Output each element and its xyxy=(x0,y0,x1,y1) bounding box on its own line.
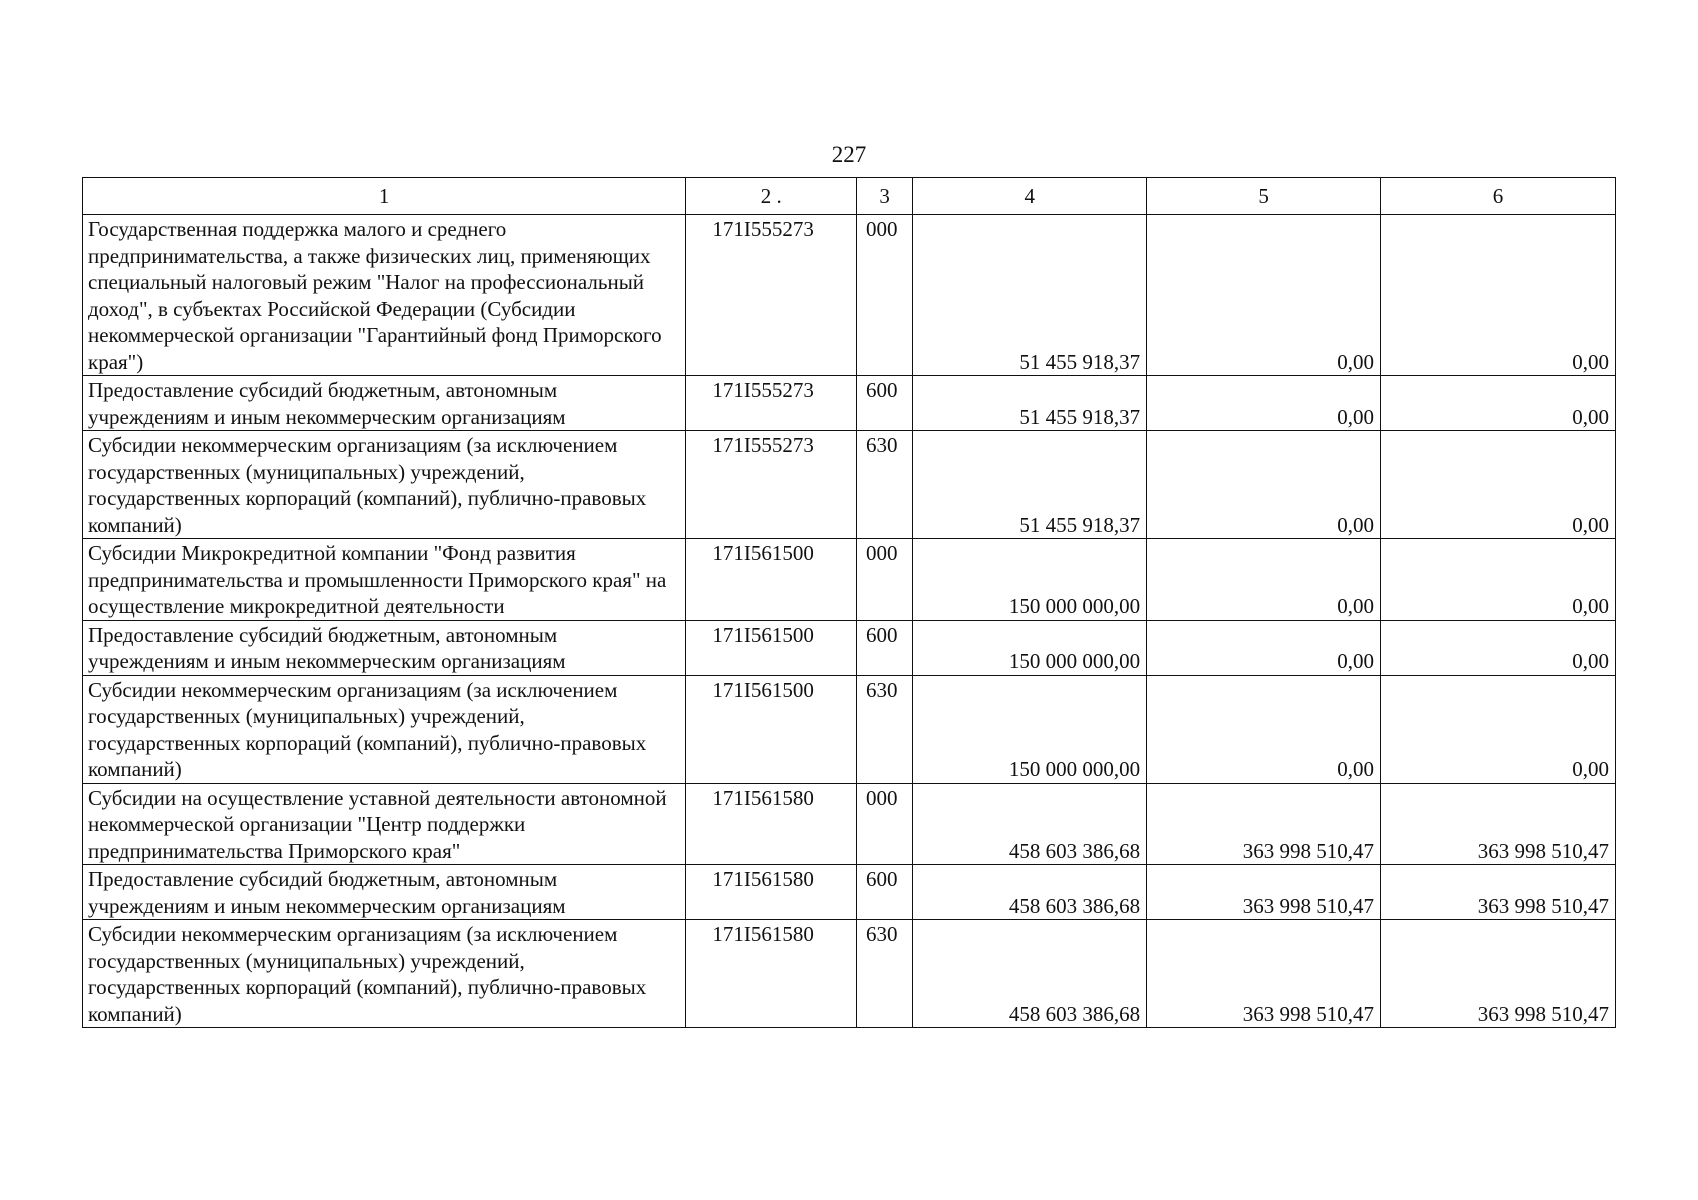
row-type: 600 xyxy=(857,376,913,431)
row-amount-5: 0,00 xyxy=(1147,620,1381,675)
row-amount-4: 150 000 000,00 xyxy=(913,539,1147,621)
row-code: 171I561500 xyxy=(686,620,857,675)
row-name: Предоставление субсидий бюджетным, автономным учреждениям и иным некоммерческим организациям xyxy=(83,376,686,431)
row-amount-6: 0,00 xyxy=(1381,675,1616,783)
row-amount-4: 51 455 918,37 xyxy=(913,376,1147,431)
table-row xyxy=(83,431,1616,539)
row-code: 171I561580 xyxy=(686,783,857,865)
row-name: Субсидии некоммерческим организациям (за исключением государственных (муниципальных) учреждений, государственных корпораций (компаний), публично-правовых компаний) xyxy=(83,675,686,783)
row-amount-5: 0,00 xyxy=(1147,675,1381,783)
row-amount-6: 363 998 510,47 xyxy=(1381,865,1616,920)
row-type: 630 xyxy=(857,675,913,783)
row-amount-5: 0,00 xyxy=(1147,539,1381,621)
page-number: 227 xyxy=(831,142,867,167)
row-amount-5: 0,00 xyxy=(1147,376,1381,431)
row-code: 171I555273 xyxy=(686,431,857,539)
column-header-1: 1 xyxy=(83,178,686,215)
column-header-5: 5 xyxy=(1147,178,1381,215)
row-amount-5: 363 998 510,47 xyxy=(1147,865,1381,920)
row-amount-4: 150 000 000,00 xyxy=(913,620,1147,675)
table-row xyxy=(83,620,1616,675)
row-name: Предоставление субсидий бюджетным, автономным учреждениям и иным некоммерческим организациям xyxy=(83,620,686,675)
budget-table xyxy=(82,177,1616,1028)
row-amount-5: 0,00 xyxy=(1147,431,1381,539)
row-name: Государственная поддержка малого и среднего предпринимательства, а также физических лиц, применяющих специальный налоговый режим "Налог на профессиональный доход", в субъектах Российской Федерации (Субсидии некоммерческой организации "Гарантийный фонд Приморского края") xyxy=(83,215,686,376)
row-amount-4: 458 603 386,68 xyxy=(913,865,1147,920)
row-amount-6: 0,00 xyxy=(1381,376,1616,431)
table-row xyxy=(83,215,1616,376)
table-row xyxy=(83,675,1616,783)
table-row xyxy=(83,865,1616,920)
row-name: Субсидии на осуществление уставной деятельности автономной некоммерческой организации "Центр поддержки предпринимательства Приморского края" xyxy=(83,783,686,865)
row-name: Субсидии некоммерческим организациям (за исключением государственных (муниципальных) учреждений, государственных корпораций (компаний), публично-правовых компаний) xyxy=(83,920,686,1028)
row-type: 000 xyxy=(857,783,913,865)
column-header-2: 2 . xyxy=(686,178,857,215)
row-amount-6: 0,00 xyxy=(1381,215,1616,376)
row-code: 171I561500 xyxy=(686,675,857,783)
row-name: Субсидии Микрокредитной компании "Фонд развития предпринимательства и промышленности Приморского края" на осуществление микрокредитной деятельности xyxy=(83,539,686,621)
row-type: 000 xyxy=(857,215,913,376)
column-header-6: 6 xyxy=(1381,178,1616,215)
row-code: 171I561580 xyxy=(686,920,857,1028)
row-code: 171I561500 xyxy=(686,539,857,621)
row-amount-6: 363 998 510,47 xyxy=(1381,920,1616,1028)
row-type: 600 xyxy=(857,865,913,920)
row-amount-5: 363 998 510,47 xyxy=(1147,783,1381,865)
column-header-3: 3 xyxy=(857,178,913,215)
table-row xyxy=(83,783,1616,865)
row-amount-5: 0,00 xyxy=(1147,215,1381,376)
row-type: 630 xyxy=(857,920,913,1028)
column-header-4: 4 xyxy=(913,178,1147,215)
table-row xyxy=(83,920,1616,1028)
table-row xyxy=(83,539,1616,621)
row-amount-4: 51 455 918,37 xyxy=(913,215,1147,376)
row-type: 000 xyxy=(857,539,913,621)
row-code: 171I555273 xyxy=(686,376,857,431)
row-amount-6: 0,00 xyxy=(1381,539,1616,621)
row-amount-6: 0,00 xyxy=(1381,620,1616,675)
table-row xyxy=(83,376,1616,431)
row-type: 630 xyxy=(857,431,913,539)
row-amount-6: 363 998 510,47 xyxy=(1381,783,1616,865)
row-type: 600 xyxy=(857,620,913,675)
row-amount-4: 458 603 386,68 xyxy=(913,783,1147,865)
header-row xyxy=(83,178,1616,215)
row-amount-4: 150 000 000,00 xyxy=(913,675,1147,783)
row-code: 171I561580 xyxy=(686,865,857,920)
row-code: 171I555273 xyxy=(686,215,857,376)
row-amount-4: 51 455 918,37 xyxy=(913,431,1147,539)
row-amount-6: 0,00 xyxy=(1381,431,1616,539)
row-amount-4: 458 603 386,68 xyxy=(913,920,1147,1028)
row-name: Предоставление субсидий бюджетным, автономным учреждениям и иным некоммерческим организациям xyxy=(83,865,686,920)
row-amount-5: 363 998 510,47 xyxy=(1147,920,1381,1028)
row-name: Субсидии некоммерческим организациям (за исключением государственных (муниципальных) учреждений, государственных корпораций (компаний), публично-правовых компаний) xyxy=(83,431,686,539)
